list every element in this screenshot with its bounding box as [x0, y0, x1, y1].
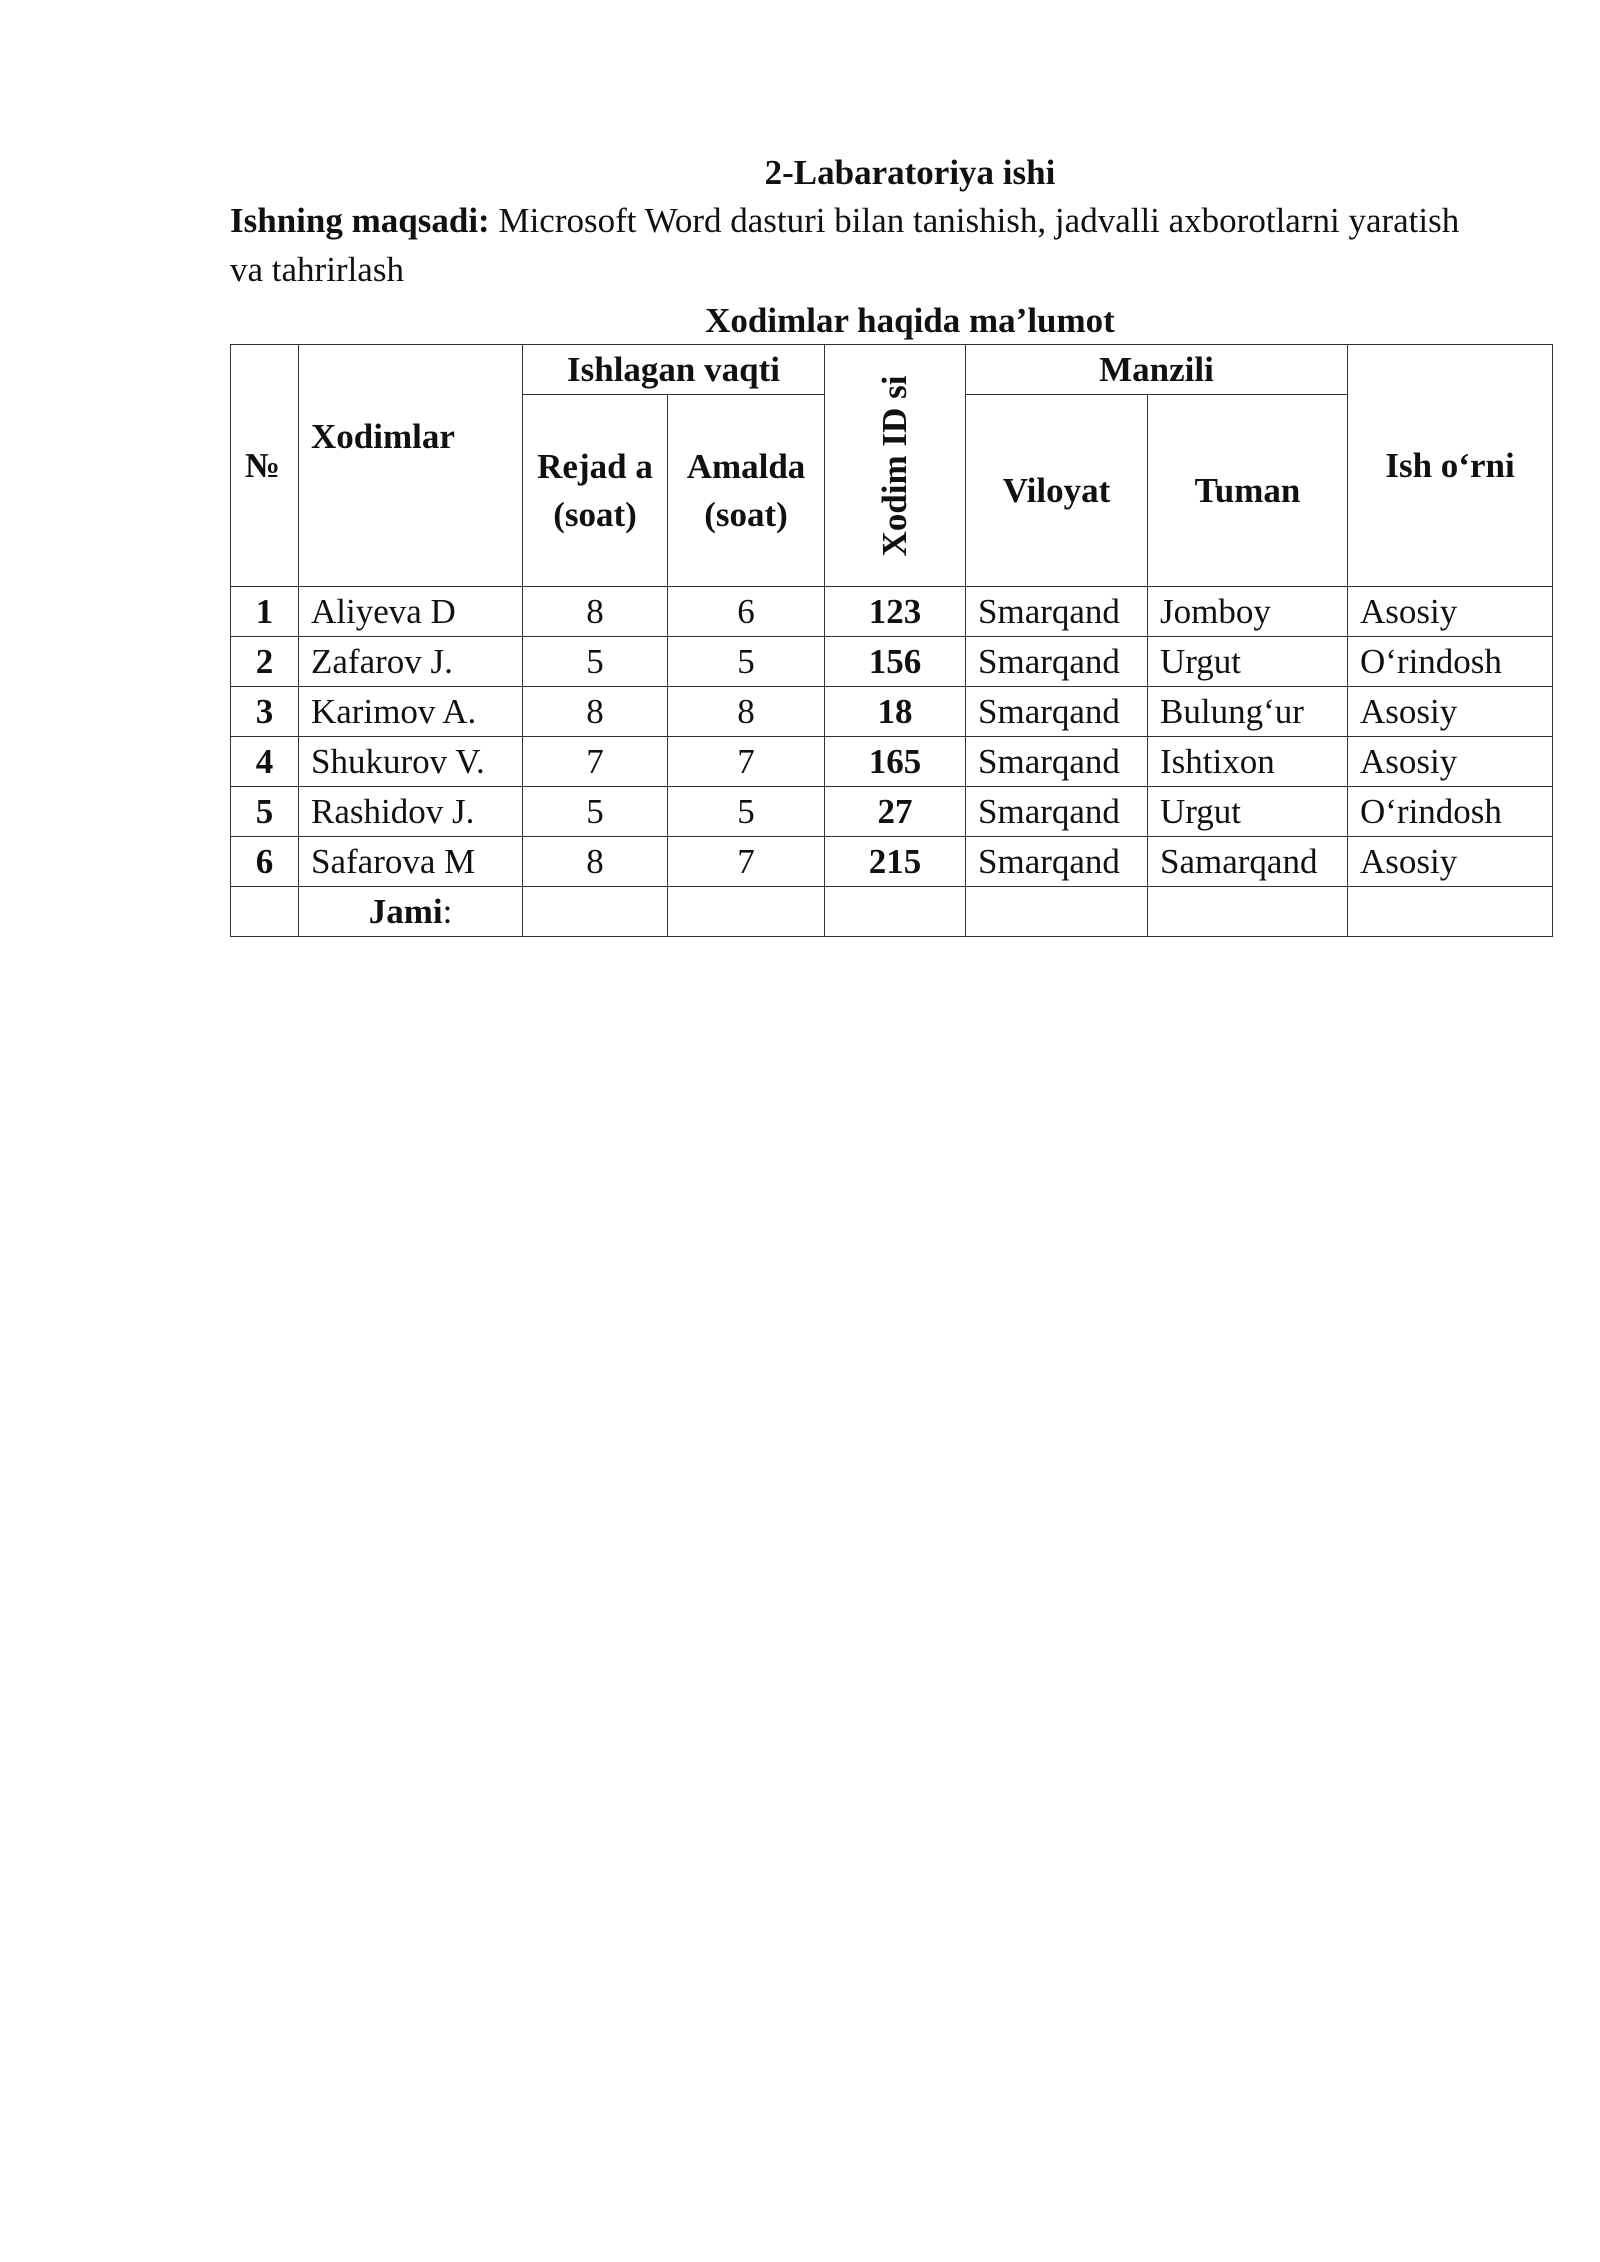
total-row	[231, 887, 1553, 937]
employee-id: 156	[825, 637, 966, 687]
employee-name: Karimov A.	[299, 687, 523, 737]
employee-name: Safarova M	[299, 837, 523, 887]
employee-name: Rashidov J.	[299, 787, 523, 837]
district: Urgut	[1148, 637, 1348, 687]
total-label-cell	[299, 887, 523, 937]
row-number: 1	[231, 587, 299, 637]
employees-table	[230, 344, 1553, 937]
document-page	[230, 150, 1550, 937]
actual-hours: 8	[668, 687, 825, 737]
table-title: Xodimlar haqida ma’lumot	[705, 301, 1115, 340]
total-empty-no	[231, 887, 299, 937]
planned-hours: 7	[523, 737, 668, 787]
row-number: 5	[231, 787, 299, 837]
total-region	[966, 887, 1148, 937]
row-number: 2	[231, 637, 299, 687]
total-district	[1148, 887, 1348, 937]
header-region: Viloyat	[966, 395, 1148, 587]
purpose-paragraph	[230, 196, 1500, 294]
region: Smarqand	[966, 787, 1148, 837]
header-employee-id	[825, 345, 966, 587]
header-actual: Amalda (soat)	[668, 395, 825, 587]
actual-hours: 7	[668, 737, 825, 787]
region: Smarqand	[966, 737, 1148, 787]
planned-hours: 8	[523, 687, 668, 737]
header-no: №	[231, 345, 299, 587]
actual-hours: 5	[668, 637, 825, 687]
total-position	[1348, 887, 1553, 937]
total-planned	[523, 887, 668, 937]
employee-name: Shukurov V.	[299, 737, 523, 787]
header-employee-id-label: Xodim ID si	[875, 375, 914, 556]
district: Jomboy	[1148, 587, 1348, 637]
document-title: 2-Labaratoriya ishi	[764, 153, 1056, 192]
table-row	[231, 787, 1553, 837]
employee-id: 18	[825, 687, 966, 737]
position: O‘rindosh	[1348, 787, 1553, 837]
district: Bulung‘ur	[1148, 687, 1348, 737]
region: Smarqand	[966, 637, 1148, 687]
table-row	[231, 587, 1553, 637]
row-number: 6	[231, 837, 299, 887]
purpose-text: Microsoft Word dasturi bilan tanishish, jadvalli axborotlarni yaratish va tahrirlash	[230, 201, 1460, 289]
district: Urgut	[1148, 787, 1348, 837]
employee-id: 215	[825, 837, 966, 887]
region: Smarqand	[966, 687, 1148, 737]
table-row	[231, 837, 1553, 887]
actual-hours: 7	[668, 837, 825, 887]
header-planned: Rejad a (soat)	[523, 395, 668, 587]
district: Samarqand	[1148, 837, 1348, 887]
actual-hours: 5	[668, 787, 825, 837]
header-address: Manzili	[966, 345, 1348, 395]
row-number: 4	[231, 737, 299, 787]
employee-id: 165	[825, 737, 966, 787]
header-position: Ish o‘rni	[1348, 345, 1553, 587]
position: Asosiy	[1348, 687, 1553, 737]
total-label: Jami	[368, 892, 443, 931]
table-row	[231, 687, 1553, 737]
row-number: 3	[231, 687, 299, 737]
position: Asosiy	[1348, 837, 1553, 887]
header-employees: Xodimlar	[299, 345, 523, 587]
employee-id: 27	[825, 787, 966, 837]
header-district: Tuman	[1148, 395, 1348, 587]
total-colon: :	[442, 892, 453, 931]
employee-name: Aliyeva D	[299, 587, 523, 637]
header-work-time: Ishlagan vaqti	[523, 345, 825, 395]
header-row-1	[231, 345, 1553, 395]
district: Ishtixon	[1148, 737, 1348, 787]
table-row	[231, 637, 1553, 687]
total-actual	[668, 887, 825, 937]
position: Asosiy	[1348, 737, 1553, 787]
position: Asosiy	[1348, 587, 1553, 637]
planned-hours: 5	[523, 787, 668, 837]
region: Smarqand	[966, 837, 1148, 887]
purpose-label: Ishning maqsadi:	[230, 201, 490, 240]
position: O‘rindosh	[1348, 637, 1553, 687]
employee-id: 123	[825, 587, 966, 637]
planned-hours: 8	[523, 587, 668, 637]
planned-hours: 8	[523, 837, 668, 887]
actual-hours: 6	[668, 587, 825, 637]
table-row	[231, 737, 1553, 787]
region: Smarqand	[966, 587, 1148, 637]
total-id	[825, 887, 966, 937]
planned-hours: 5	[523, 637, 668, 687]
employee-name: Zafarov J.	[299, 637, 523, 687]
